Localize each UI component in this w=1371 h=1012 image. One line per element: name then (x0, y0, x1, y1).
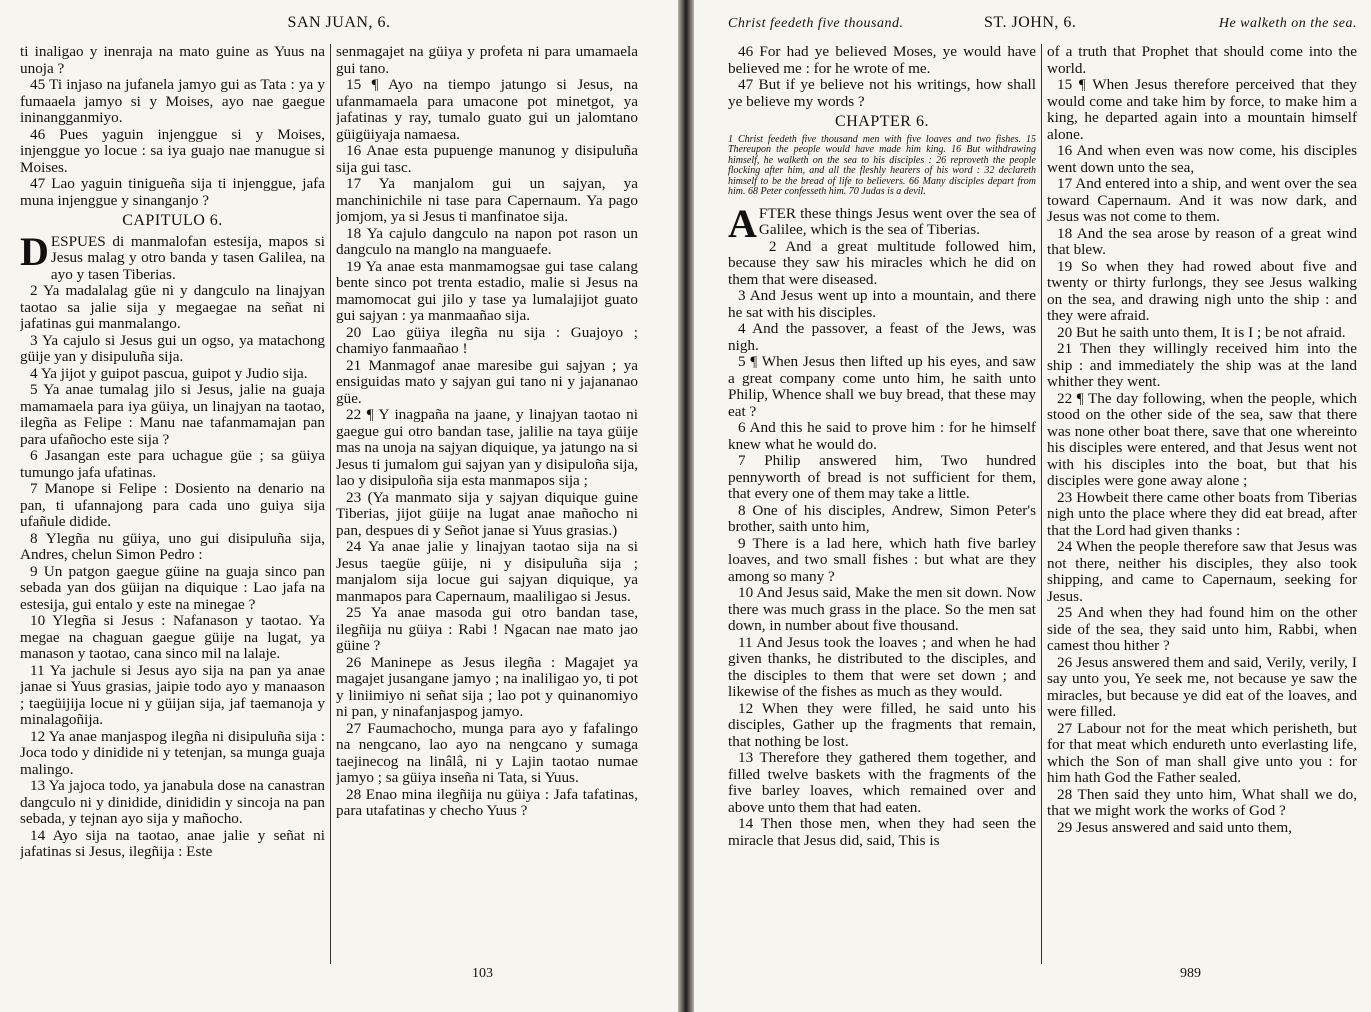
verse-paragraph: 17 Ya manjalom gui un sajyan, ya manchinichile ni tase para Capernaum. Ya pago jomjom, ya si Jesus ti manfinatoe sija. (336, 175, 638, 225)
verse-paragraph: 16 And when even was now come, his disciples went down unto the sea, (1047, 142, 1357, 176)
verse-paragraph: 5 ¶ When Jesus then lifted up his eyes, and saw a great company come unto him, he saith unto Philip, Whence shall we buy bread, that these may eat ? (728, 353, 1036, 420)
verse-paragraph: 19 Ya anae esta manmamogsae gui tase calang bente sinco pot trenta estadio, malie si Jesus na mamomocat gui jilo y tase ya lumalajijot guato gui sajyan : ya manmaañao sija. (336, 257, 638, 324)
verse-paragraph: 29 Jesus answered and said unto them, (1057, 818, 1292, 836)
left-page-number: 103 (472, 966, 493, 981)
verse-paragraph: 12 When they were filled, he said unto his disciples, Gather up the fragments that remain, that nothing be lost. (728, 699, 1036, 750)
verse-paragraph: 46 Pues yaguin injenggue si y Moises, injenggue yo locue : sa iya guajo nae manugue si Moises. (20, 125, 325, 176)
verse-paragraph: 11 And Jesus took the loaves ; and when he had given thanks, he distributed to the disciples, and the disciples to them that were set down ; and likewise of the fishes as much as they would. (728, 633, 1036, 700)
verse-paragraph: 14 Then those men, when they had seen the miracle that Jesus did, said, This is (728, 815, 1036, 849)
verse-paragraph: 13 Ya jajoca todo, ya janabula dose na canastran dangculo ni y dinidide, dinididin y sincoja na pan sebada, y tejnan ayo sija y mañocho. (20, 777, 325, 827)
column-rule (330, 44, 331, 964)
verse-paragraph: 20 Lao güiya ilegña nu sija : Guajoyo ; chamiyo fanmaañao ! (336, 323, 638, 357)
verse-paragraph: 47 But if ye believe not his writings, how shall ye believe my words ? (728, 76, 1036, 110)
right-column-1 (728, 44, 1036, 966)
running-head-center: ST. JOHN, 6. (984, 14, 1077, 31)
verse-paragraph: 5 Ya anae tumalag jilo si Jesus, jalie na guaja mamamaela para iya güiya, un linajyan na taotao, ilegña as Felipe : Manu nae tafanmamajan pan para ufañocho este sija ? (20, 381, 325, 448)
verse-paragraph: of a truth that Prophet that should come into the world. (1047, 44, 1357, 77)
verse-paragraph: 21 Then they willingly received him into the ship : and immediately the ship was at the land whither they went. (1047, 340, 1357, 390)
verse-paragraph: AFTER these things Jesus went over the sea of Galilee, which is the sea of Tiberias. (728, 200, 1036, 246)
verse-paragraph: 2 Ya madalalag güe ni y dangculo na linajyan taotao sa jalie sija y megaegae na señat ni jafatinas gui manmalango. (20, 282, 325, 332)
right-page (694, 0, 1371, 1012)
verse-paragraph: 2 And a great multitude followed him, because they saw his miracles which he did on them that were diseased. (728, 237, 1036, 288)
verse-paragraph: 47 Lao yaguin tinigueña sija ti injenggue, jafa muna injenggue y sinanganjo ? (20, 175, 325, 209)
verse-paragraph: 20 But he saith unto them, It is I ; be not afraid. (1057, 323, 1346, 341)
verse-paragraph: 21 Manmagof anae maresibe gui sajyan ; ya ensiguidas mato y sajyan gui tano ni y jajananao güe. (336, 356, 638, 407)
drop-cap: D (20, 228, 49, 274)
left-column-2 (336, 44, 638, 966)
chapter-heading: CAPITULO 6. (122, 212, 223, 229)
verse-paragraph: 9 Un patgon gaegue güine na guaja sinco pan sebada yan dos güijan na diquique : Lao jafa na estesija, gui entalo y este na minegae ? (20, 562, 325, 613)
verse-paragraph: 3 And Jesus went up into a mountain, and there he sat with his disciples. (728, 287, 1036, 321)
verse-paragraph: 10 Ylegña si Jesus : Nafanason y taotao. Ya megae na chaguan gaegue güije na lugat, ya manason y taotao, cana sinco mil na lalaje. (20, 612, 325, 662)
verse-paragraph: 23 Howbeit there came other boats from Tiberias nigh unto the place where they did eat bread, after that the Lord had given thanks : (1047, 488, 1357, 539)
verse-paragraph: 13 Therefore they gathered them together, and filled twelve baskets with the fragments of the five barley loaves, which remained over and above unto them that had eaten. (728, 749, 1036, 816)
verse-paragraph: 26 Jesus answered them and said, Verily, verily, I say unto you, Ye seek me, not because ye saw the miracles, but because ye did eat of the loaves, and were filled. (1047, 653, 1357, 720)
verse-paragraph: 8 One of his disciples, Andrew, Simon Peter's brother, saith unto him, (728, 501, 1036, 535)
verse-paragraph: 27 Faumachocho, munga para ayo y fafalingo na nengcano, lao ayo na nengcano y sumaga taejinecog na linâlâ, ni y Lajin taotao numae jamyo ; sa güiya inseña ni Tata, si Yuus. (336, 719, 638, 786)
verse-paragraph: 8 Ylegña nu güiya, uno gui disipuluña sija, Andres, chelun Simon Pedro : (20, 529, 325, 563)
verse-paragraph: 27 Labour not for the meat which perisheth, but for that meat which endureth unto everlasting life, which the Son of man shall give unto you : for him hath God the Father sealed. (1047, 719, 1357, 786)
drop-cap: A (728, 200, 757, 246)
verse-paragraph: 9 There is a lad here, which hath five barley loaves, and two small fishes : but what are they among so many ? (728, 534, 1036, 585)
verse-paragraph: 23 (Ya manmato sija y sajyan diquique guine Tiberias, jijot güije na lugat anae mañocho ni pan, despues di y Señot janae si Yuus grasias.) (336, 488, 638, 539)
verse-paragraph: 14 Ayo sija na taotao, anae jalie y señat ni jafatinas si Jesus, ilegñija : Este (20, 826, 325, 860)
verse-paragraph: 10 And Jesus said, Make the men sit down. Now there was much grass in the place. So the men sat down, in number about five thousand. (728, 584, 1036, 634)
left-running-head: SAN JUAN, 6. (287, 14, 391, 31)
verse-paragraph: 24 Ya anae jalie y linajyan taotao sija na si Jesus taegüe güije, ni y disipuluña sija ; manjalom sija locue gui sajyan diquique, ya manmapos para Capernaum, maaliligao si Jesus. (336, 538, 638, 605)
verse-paragraph: 18 And the sea arose by reason of a great wind that blew. (1047, 224, 1357, 258)
verse-paragraph: 25 Ya anae masoda gui otro bandan tase, ilegñija nu güiya : Rabi ! Ngacan nae mato jao güine ? (336, 604, 638, 654)
verse-paragraph: 16 Anae esta pupuenge manunog y disipuluña sija gui tasc. (336, 142, 638, 176)
chapter-heading: CHAPTER 6. (835, 113, 929, 130)
left-column-1 (20, 44, 325, 966)
verse-paragraph: 11 Ya jachule si Jesus ayo sija na pan ya anae janae si Yuus grasias, jaipie todo ayo y manaason ; taegüijija locue ni y güijan sija, jaf taemanoja y minalagoñija. (20, 661, 325, 728)
right-page-number: 989 (1180, 966, 1201, 981)
verse-paragraph: 6 Jasangan este para uchague güe ; sa güiya tumungo jafa ufatinas. (20, 447, 325, 481)
verse-paragraph: 25 And when they had found him on the other side of the sea, they said unto him, Rabbi, when camest thou hither ? (1047, 604, 1357, 654)
verse-paragraph: senmagajet na güiya y profeta ni para umamaela gui tano. (336, 44, 638, 77)
verse-paragraph: 45 Ti injaso na jufanela jamyo gui as Tata : ya y fumaaela jamyo si y Moises, ayo nae gaegue ininangganmiyo. (20, 76, 325, 126)
verse-paragraph: 3 Ya cajulo si Jesus gui un ogso, ya matachong güije yan y disipuluña sija. (20, 331, 325, 365)
column-rule (1041, 44, 1042, 964)
chapter-summary: 1 Christ feedeth five thousand men with five loaves and two fishes. 15 Thereupon the people would have made him king. 16 But withdrawing himself, he walketh on the sea to his disciples : 26 reproveth the people flocking after him, and all the fleshly hearers of his word : 32 declareth himself to be the bread of life to believers. 66 Many disciples depart from him. 68 Peter confesseth him. 70 Judas is a devil. (728, 133, 1036, 197)
verse-paragraph: 7 Philip answered him, Two hundred pennyworth of bread is not sufficient for them, that every one of them may take a little. (728, 452, 1036, 502)
verse-paragraph: 22 ¶ The day following, when the people, which stood on the other side of the sea, saw that there was none other boat there, save that one whereinto his disciples were entered, and that Jesus went not with his disciples into the boat, but that his disciples were gone away alone ; (1047, 389, 1357, 489)
verse-paragraph: 18 Ya cajulo dangculo na napon pot rason un dangculo na manglo na manguaefe. (336, 224, 638, 258)
verse-paragraph: 7 Manope si Felipe : Dosiento na denario na pan, ti ufannajong para cada uno guiya sija ufañule didide. (20, 480, 325, 530)
verse-paragraph: 22 ¶ Y inagpaña na jaane, y linajyan taotao ni gaegue gui otro bandan tase, jalilie na taya güije mas na unoja na sajyan diquique, ya jatungo na si Jesus ti jumalom gui sajyan yan y disipuloña sija, lao y disipuloña sija esta manmapos sija ; (336, 406, 638, 489)
verse-paragraph: 4 Ya jijot y guipot pascua, guipot y Judio sija. (30, 364, 308, 382)
verse-paragraph: 15 ¶ Ayo na tiempo jatungo si Jesus, na ufanmamaela para umacone pot minetgot, ya jafatinas y ray, tumalo guato gui un jalomtano güigüiyaja namaesa. (336, 76, 638, 143)
verse-paragraph: 26 Maninepe as Jesus ilegña : Magajet ya magajet jusangane jamyo ; na inaliligao yo, ti pot y liniimiyo ni señat sija ; lao pot y quinanomiyo ni pan, y ninafanjaspog jamyo. (336, 653, 638, 720)
book-gutter (678, 0, 694, 1012)
verse-paragraph: DESPUES di manmalofan estesija, mapos si Jesus malag y otro banda y tasen Galilea, na ayo y tasen Tiberias. (20, 228, 325, 283)
verse-paragraph: 24 When the people therefore saw that Jesus was not there, neither his disciples, they also took shipping, and came to Capernaum, seeking for Jesus. (1047, 538, 1357, 605)
verse-paragraph: 6 And this he said to prove him : for he himself knew what he would do. (728, 419, 1036, 453)
right-column-2 (1047, 44, 1357, 966)
verse-paragraph: 15 ¶ When Jesus therefore perceived that they would come and take him by force, to make him a king, he departed again into a mountain himself alone. (1047, 76, 1357, 143)
running-head-left: Christ feedeth five thousand. (728, 16, 904, 31)
verse-paragraph: ti inaligao y inenraja na mato guine as Yuus na unoja ? (20, 44, 325, 77)
verse-paragraph: 12 Ya anae manjaspog ilegña ni disipuluña sija : Joca todo y dinidide ni y tetenjan, sa munga guaja malingo. (20, 727, 325, 778)
left-page (0, 0, 678, 1012)
running-head-right: He walketh on the sea. (1218, 16, 1357, 31)
verse-paragraph: 4 And the passover, a feast of the Jews, was nigh. (728, 320, 1036, 354)
verse-paragraph: 19 So when they had rowed about five and twenty or thirty furlongs, they see Jesus walking on the sea, and drawing nigh unto the ship : and they were afraid. (1047, 257, 1357, 324)
verse-paragraph: 28 Then said they unto him, What shall we do, that we might work the works of God ? (1047, 785, 1357, 819)
verse-paragraph: 46 For had ye believed Moses, ye would have believed me : for he wrote of me. (728, 44, 1036, 77)
verse-paragraph: 28 Enao mina ilegñija nu güiya : Jafa tafatinas, para utafatinas y checho Yuus ? (336, 785, 638, 819)
right-running-head (694, 14, 1371, 38)
verse-paragraph: 17 And entered into a ship, and went over the sea toward Capernaum. And it was now dark, and Jesus was not come to them. (1047, 175, 1357, 225)
